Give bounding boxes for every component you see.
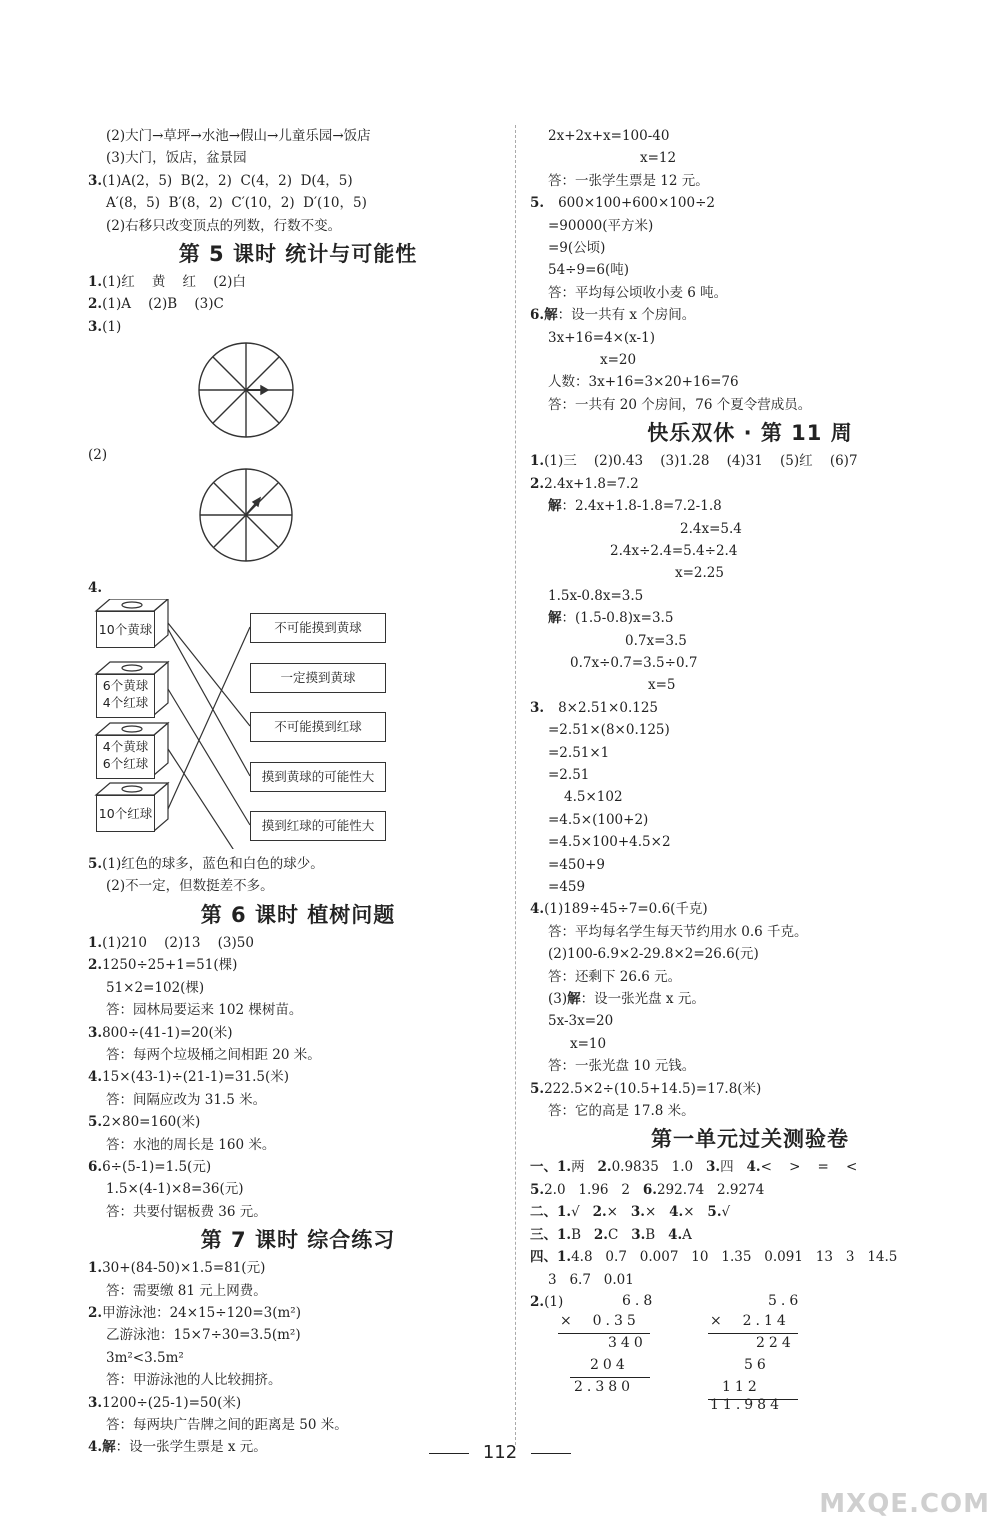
text-line: 54÷9=6(吨) — [548, 262, 630, 279]
text-line: 答：需要缴 81 元上网费。 — [106, 1282, 267, 1299]
text-line: 5x-3x=20 — [548, 1013, 614, 1030]
box-label-line: 4个红球 — [102, 695, 149, 711]
text-line: x=12 — [640, 150, 677, 167]
solve-keyword: 解 — [548, 498, 562, 515]
text-line: ：2.4x+1.8-1.8=7.2-1.8 — [561, 498, 722, 515]
calc-row: 112 — [722, 1379, 761, 1396]
calc-row: 5.6 — [768, 1293, 803, 1310]
question-number: 4. — [668, 1226, 683, 1243]
text-line: B — [645, 1226, 669, 1243]
question-number: 3. — [706, 1159, 721, 1176]
right-column — [530, 125, 970, 1421]
question-number: 4. — [88, 1439, 103, 1456]
outcome-box: 摸到红球的可能性大 — [250, 811, 386, 841]
question-number: 4. — [669, 1204, 684, 1221]
text-line: 答：每两块广告牌之间的距离是 50 米。 — [106, 1417, 348, 1433]
text-line: =450+9 — [548, 856, 605, 873]
text-line: 3 6.7 0.01 — [548, 1271, 634, 1288]
text-line: =459 — [548, 879, 586, 895]
question-number: 3. — [88, 172, 103, 189]
text-line: x=10 — [570, 1035, 607, 1052]
text-line: 1.5x-0.8x=3.5 — [548, 587, 644, 604]
calc-line — [570, 1377, 650, 1378]
outcome-box: 一定摸到黄球 — [250, 663, 386, 693]
text-line: =2.51×(8×0.125) — [548, 722, 670, 739]
outcome-box: 不可能摸到黄球 — [250, 613, 386, 643]
text-line: =2.51 — [548, 766, 590, 783]
watermark: MXQE.COM — [819, 1489, 990, 1519]
text-line: (2) — [88, 447, 108, 464]
text-line: 两 — [571, 1159, 598, 1176]
text-line: 答：共要付锯板费 36 元。 — [106, 1203, 267, 1220]
question-number: 5. — [88, 1114, 103, 1131]
text-line: 6÷(5-1)=1.5(元) — [102, 1158, 212, 1175]
question-number: 3. — [88, 1024, 103, 1041]
text-line: (1)210 (2)13 (3)50 — [102, 934, 254, 951]
box-label-line: 6个红球 — [102, 756, 149, 772]
text-line: A — [682, 1226, 692, 1243]
question-number: 5. — [530, 1080, 545, 1097]
calc-row: 2.380 — [574, 1379, 635, 1396]
text-line: × — [644, 1204, 670, 1221]
text-line: ：(1.5-0.8)x=3.5 — [561, 610, 674, 627]
text-line: 答：还剩下 26.6 元。 — [548, 968, 682, 985]
text-line: (1)A (2)B (3)C — [102, 296, 224, 313]
question-number: 6. — [530, 307, 545, 324]
calc-row: 6.8 — [622, 1293, 657, 1310]
text-line: 800÷(41-1)=20(米) — [102, 1024, 233, 1041]
text-line: x=20 — [600, 352, 637, 369]
text-line: 答：水池的周长是 160 米。 — [106, 1136, 276, 1153]
question-number: 二、1. — [530, 1204, 572, 1221]
question-number: 3. — [630, 1204, 645, 1221]
page-number — [0, 1442, 1000, 1463]
calc-line — [558, 1333, 650, 1334]
question-number: 3. — [530, 699, 545, 716]
text-line: × — [683, 1204, 708, 1221]
box-label: 10个黄球 — [96, 611, 155, 648]
text-line: 0.9835 1.0 — [611, 1159, 707, 1176]
text-line: 15×(43-1)÷(21-1)=31.5(米) — [102, 1069, 290, 1086]
text-line: (1) — [544, 1293, 564, 1310]
section-heading: 第一单元过关测验卷 — [651, 1127, 849, 1152]
text-line: 甲游泳池：24×15÷120=3(m²) — [102, 1304, 301, 1321]
question-number: 四、1. — [530, 1249, 572, 1266]
text-line: 答：甲游泳池的人比较拥挤。 — [106, 1372, 282, 1389]
text-line: =2.51×1 — [548, 744, 610, 761]
text-line: 答：它的高是 17.8 米。 — [548, 1103, 695, 1120]
text-line: 四 — [720, 1159, 747, 1176]
text-line: 0.7x÷0.7=3.5÷0.7 — [570, 654, 698, 671]
solve-keyword: 解 — [102, 1439, 116, 1456]
page-number-text: 112 — [482, 1442, 518, 1463]
text-line: 4.5×102 — [564, 789, 623, 806]
question-number: 2. — [597, 1159, 612, 1176]
text-line: x=5 — [648, 677, 676, 694]
text-line: (3)大门，饭店，盆景园 — [106, 150, 247, 167]
question-number: 4. — [88, 579, 103, 596]
section-heading: 第 6 课时 植树问题 — [200, 902, 396, 927]
question-number: 4. — [530, 901, 545, 918]
section-heading: 快乐双休 · 第 11 周 — [647, 421, 853, 446]
text-line: 600×100+600×100÷2 — [558, 195, 715, 212]
text-line: (2)大门→草坪→水池→假山→儿童乐园→饭店 — [106, 128, 371, 144]
text-line: 答：间隔应改为 31.5 米。 — [106, 1091, 267, 1108]
calc-row: 340 — [608, 1335, 647, 1352]
question-number: 5. — [530, 195, 545, 212]
question-number: 2. — [530, 475, 545, 492]
text-line: (1)红 黄 红 (2)白 — [102, 274, 246, 291]
outcome-box: 摸到黄球的可能性大 — [250, 762, 386, 792]
column-divider — [515, 125, 516, 1445]
calc-row: 224 — [756, 1335, 795, 1352]
text-line: =4.5×(100+2) — [548, 811, 649, 828]
text-line: 2×80=160(米) — [102, 1114, 201, 1131]
text-line: B — [571, 1226, 594, 1243]
text-line: 答：平均每名学生每天节约用水 0.6 千克。 — [548, 923, 808, 940]
box-label-line: 6个黄球 — [102, 678, 149, 694]
question-number: 1. — [88, 274, 103, 291]
text-line: ：设一共有 x 个房间。 — [557, 307, 696, 324]
text-line: 人数：3x+16=3×20+16=76 — [548, 374, 739, 391]
text-line: (2)100-6.9×2-29.8×2=26.6(元) — [548, 946, 759, 963]
text-line: 30+(84-50)×1.5=81(元) — [102, 1260, 266, 1277]
text-line: 1.5×(4-1)×8=36(元) — [106, 1181, 244, 1198]
text-line: 4.8 0.7 0.007 10 1.35 0.091 13 3 14.5 — [571, 1249, 898, 1266]
question-number: 2. — [88, 957, 103, 974]
text-line: 222.5×2÷(10.5+14.5)=17.8(米) — [544, 1080, 762, 1097]
page-number-dash — [531, 1453, 571, 1454]
text-line: 8×2.51×0.125 — [558, 699, 659, 716]
question-number: 2. — [592, 1204, 607, 1221]
text-line: x=2.25 — [675, 565, 724, 582]
text-line: 答：一张学生票是 12 元。 — [548, 172, 709, 189]
matching-diagram — [88, 599, 508, 849]
text-line: 2.4x=5.4 — [680, 520, 742, 537]
page-number-dash — [429, 1453, 469, 1454]
section-heading: 第 7 课时 综合练习 — [200, 1228, 396, 1253]
text-line: 答：一张光盘 10 元钱。 — [548, 1058, 696, 1075]
text-line: 1250÷25+1=51(棵) — [102, 957, 238, 974]
text-line: 答：园林局要运来 102 棵树苗。 — [106, 1002, 303, 1019]
question-number: 5. — [707, 1204, 722, 1221]
left-column — [88, 125, 508, 1459]
calc-row: 11.984 — [710, 1397, 783, 1414]
text-line: √ — [571, 1204, 593, 1221]
text-line: 3m²<3.5m² — [106, 1349, 184, 1366]
text-line: 2.4x+1.8=7.2 — [544, 475, 639, 492]
text-line: (1)红色的球多，蓝色和白色的球少。 — [102, 856, 324, 873]
solve-keyword: 解 — [567, 991, 581, 1008]
text-line: =90000(平方米) — [548, 217, 654, 234]
text-line: 2x+2x+x=100-40 — [548, 128, 670, 144]
question-number: 3. — [88, 1394, 103, 1411]
question-number: 6. — [642, 1181, 657, 1198]
text-line: =9(公顷) — [548, 240, 606, 257]
text-line: × — [606, 1204, 631, 1221]
text-line: C — [607, 1226, 632, 1243]
text-line: 3x+16=4×(x-1) — [548, 329, 655, 346]
text-line: (2)不一定，但数挺差不多。 — [106, 878, 274, 895]
question-number: 2. — [593, 1226, 608, 1243]
text-line: (1)A(2，5) B(2，2) C(4，2) D(4，5) — [102, 172, 353, 189]
vertical-multiplication — [530, 1291, 970, 1401]
text-line: 答：每两个垃圾桶之间相距 20 米。 — [106, 1046, 321, 1063]
text-line: 0.7x=3.5 — [625, 632, 687, 649]
question-number: 2. — [88, 296, 103, 313]
text-line: ：设一张光盘 x 元。 — [580, 991, 705, 1008]
spinner-wheel-2 — [88, 467, 508, 567]
text-line: 乙游泳池：15×7÷30=3.5(m²) — [106, 1327, 301, 1344]
question-number: 1. — [530, 453, 545, 470]
text-line: 答：一共有 20 个房间，76 个夏令营成员。 — [548, 396, 812, 413]
text-line: A′(8，5) B′(8，2) C′(10，2) D′(10，5) — [106, 195, 367, 212]
question-number: 5. — [88, 856, 103, 873]
text-line: 292.74 2.9274 — [656, 1181, 765, 1198]
question-number: 6. — [88, 1158, 103, 1175]
text-line: 2.0 1.96 2 — [544, 1181, 643, 1198]
question-number: 三、1. — [530, 1226, 572, 1243]
question-number: 3. — [631, 1226, 646, 1243]
question-number: 4. — [88, 1069, 103, 1086]
question-number: 4. — [746, 1159, 761, 1176]
question-number: 2. — [530, 1293, 545, 1310]
text-line: 2.4x÷2.4=5.4÷2.4 — [610, 542, 738, 559]
box-label: 10个红球 — [96, 795, 155, 832]
question-number: 1. — [88, 934, 103, 951]
outcome-box: 不可能摸到红球 — [250, 712, 386, 742]
question-number: 3. — [88, 318, 103, 335]
text-line: (1)三 (2)0.43 (3)1.28 (4)31 (5)红 (6)7 — [544, 453, 858, 470]
text-line: 答：平均每公顷收小麦 6 吨。 — [548, 284, 728, 301]
calc-row: × 2.14 — [710, 1313, 790, 1330]
calc-row: × 0.35 — [560, 1313, 640, 1330]
box-label-line: 4个黄球 — [102, 739, 149, 755]
question-number: 一、1. — [530, 1159, 572, 1176]
text-line: < > = < — [760, 1159, 858, 1176]
box-label — [96, 735, 155, 779]
text-line: (3) — [548, 991, 568, 1008]
text-line: √ — [721, 1204, 731, 1221]
calc-line — [708, 1333, 798, 1334]
solve-keyword: 解 — [548, 610, 562, 627]
section-heading: 第 5 课时 统计与可能性 — [178, 242, 418, 267]
question-number: 5. — [530, 1181, 545, 1198]
solve-keyword: 解 — [544, 307, 558, 324]
spinner-wheel-1 — [88, 338, 508, 444]
text-line: =4.5×100+4.5×2 — [548, 834, 671, 851]
text-line: 1200÷(25-1)=50(米) — [102, 1394, 242, 1411]
question-number: 2. — [88, 1304, 103, 1321]
text-line: (1)189÷45÷7=0.6(千克) — [544, 901, 708, 918]
calc-row: 204 — [590, 1357, 629, 1374]
text-line: (1) — [102, 318, 122, 335]
text-line: (2)右移只改变顶点的列数，行数不变。 — [106, 217, 342, 234]
box-label — [96, 674, 155, 718]
text-line: 51×2=102(棵) — [106, 979, 205, 996]
calc-row: 56 — [744, 1357, 770, 1374]
question-number: 1. — [88, 1260, 103, 1277]
vertical-multiplication-result — [530, 1397, 970, 1421]
text-line: ：设一张学生票是 x 元。 — [115, 1439, 267, 1456]
